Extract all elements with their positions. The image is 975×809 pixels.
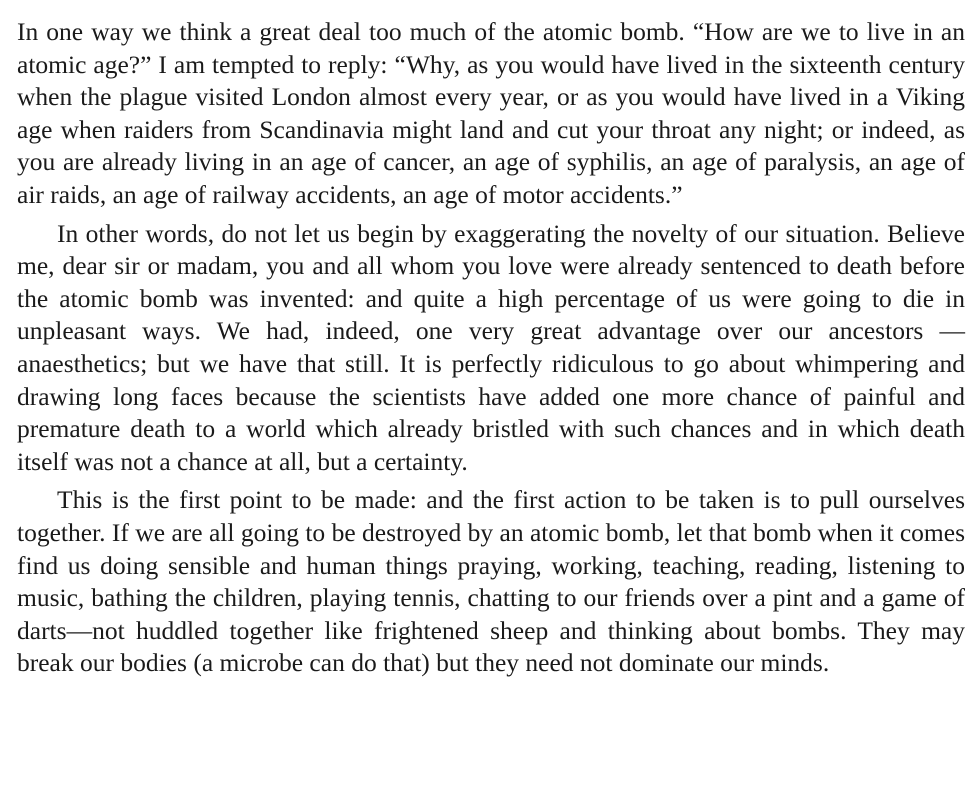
paragraph-3: This is the first point to be made: and the first action to be taken is to pull ourselves together. If we are all going to be destroyed by an atomic bomb, let that bomb when it comes find us doing sensible and human things praying, working, teaching, reading, listening to music, bathing the children, playing tennis, chatting to our friends over a pint and a game of darts—not huddled together like frightened sheep and thinking about bombs. They may break our bodies (a microbe can do that) but they need not dominate our minds. bbox=[17, 485, 965, 678]
paragraph-2: In other words, do not let us begin by exaggerating the novelty of our situation. Believe me, dear sir or madam, you and all whom you love were already sentenced to death before the atomic bomb was invented: and quite a high percentage of us were going to die in unpleasant ways. We had, indeed, one very great advantage over our ancestors — anaesthetics; but we have that still. It is perfectly ridiculous to go about whimpering and drawing long faces because the scientists have added one more chance of painful and premature death to a world which already bristled with such chances and in which death itself was not a chance at all, but a certainty. bbox=[17, 218, 965, 476]
document-page bbox=[17, 16, 965, 680]
paragraph-1: In one way we think a great deal too much of the atomic bomb. “How are we to live in an atomic age?” I am tempted to reply: “Why, as you would have lived in the sixteenth century when the plague visited London almost every year, or as you would have lived in a Viking age when raiders from Scandinavia might land and cut your throat any night; or indeed, as you are already living in an age of cancer, an age of syphilis, an age of paralysis, an age of air raids, an age of railway accidents, an age of motor accidents.” bbox=[17, 17, 965, 209]
